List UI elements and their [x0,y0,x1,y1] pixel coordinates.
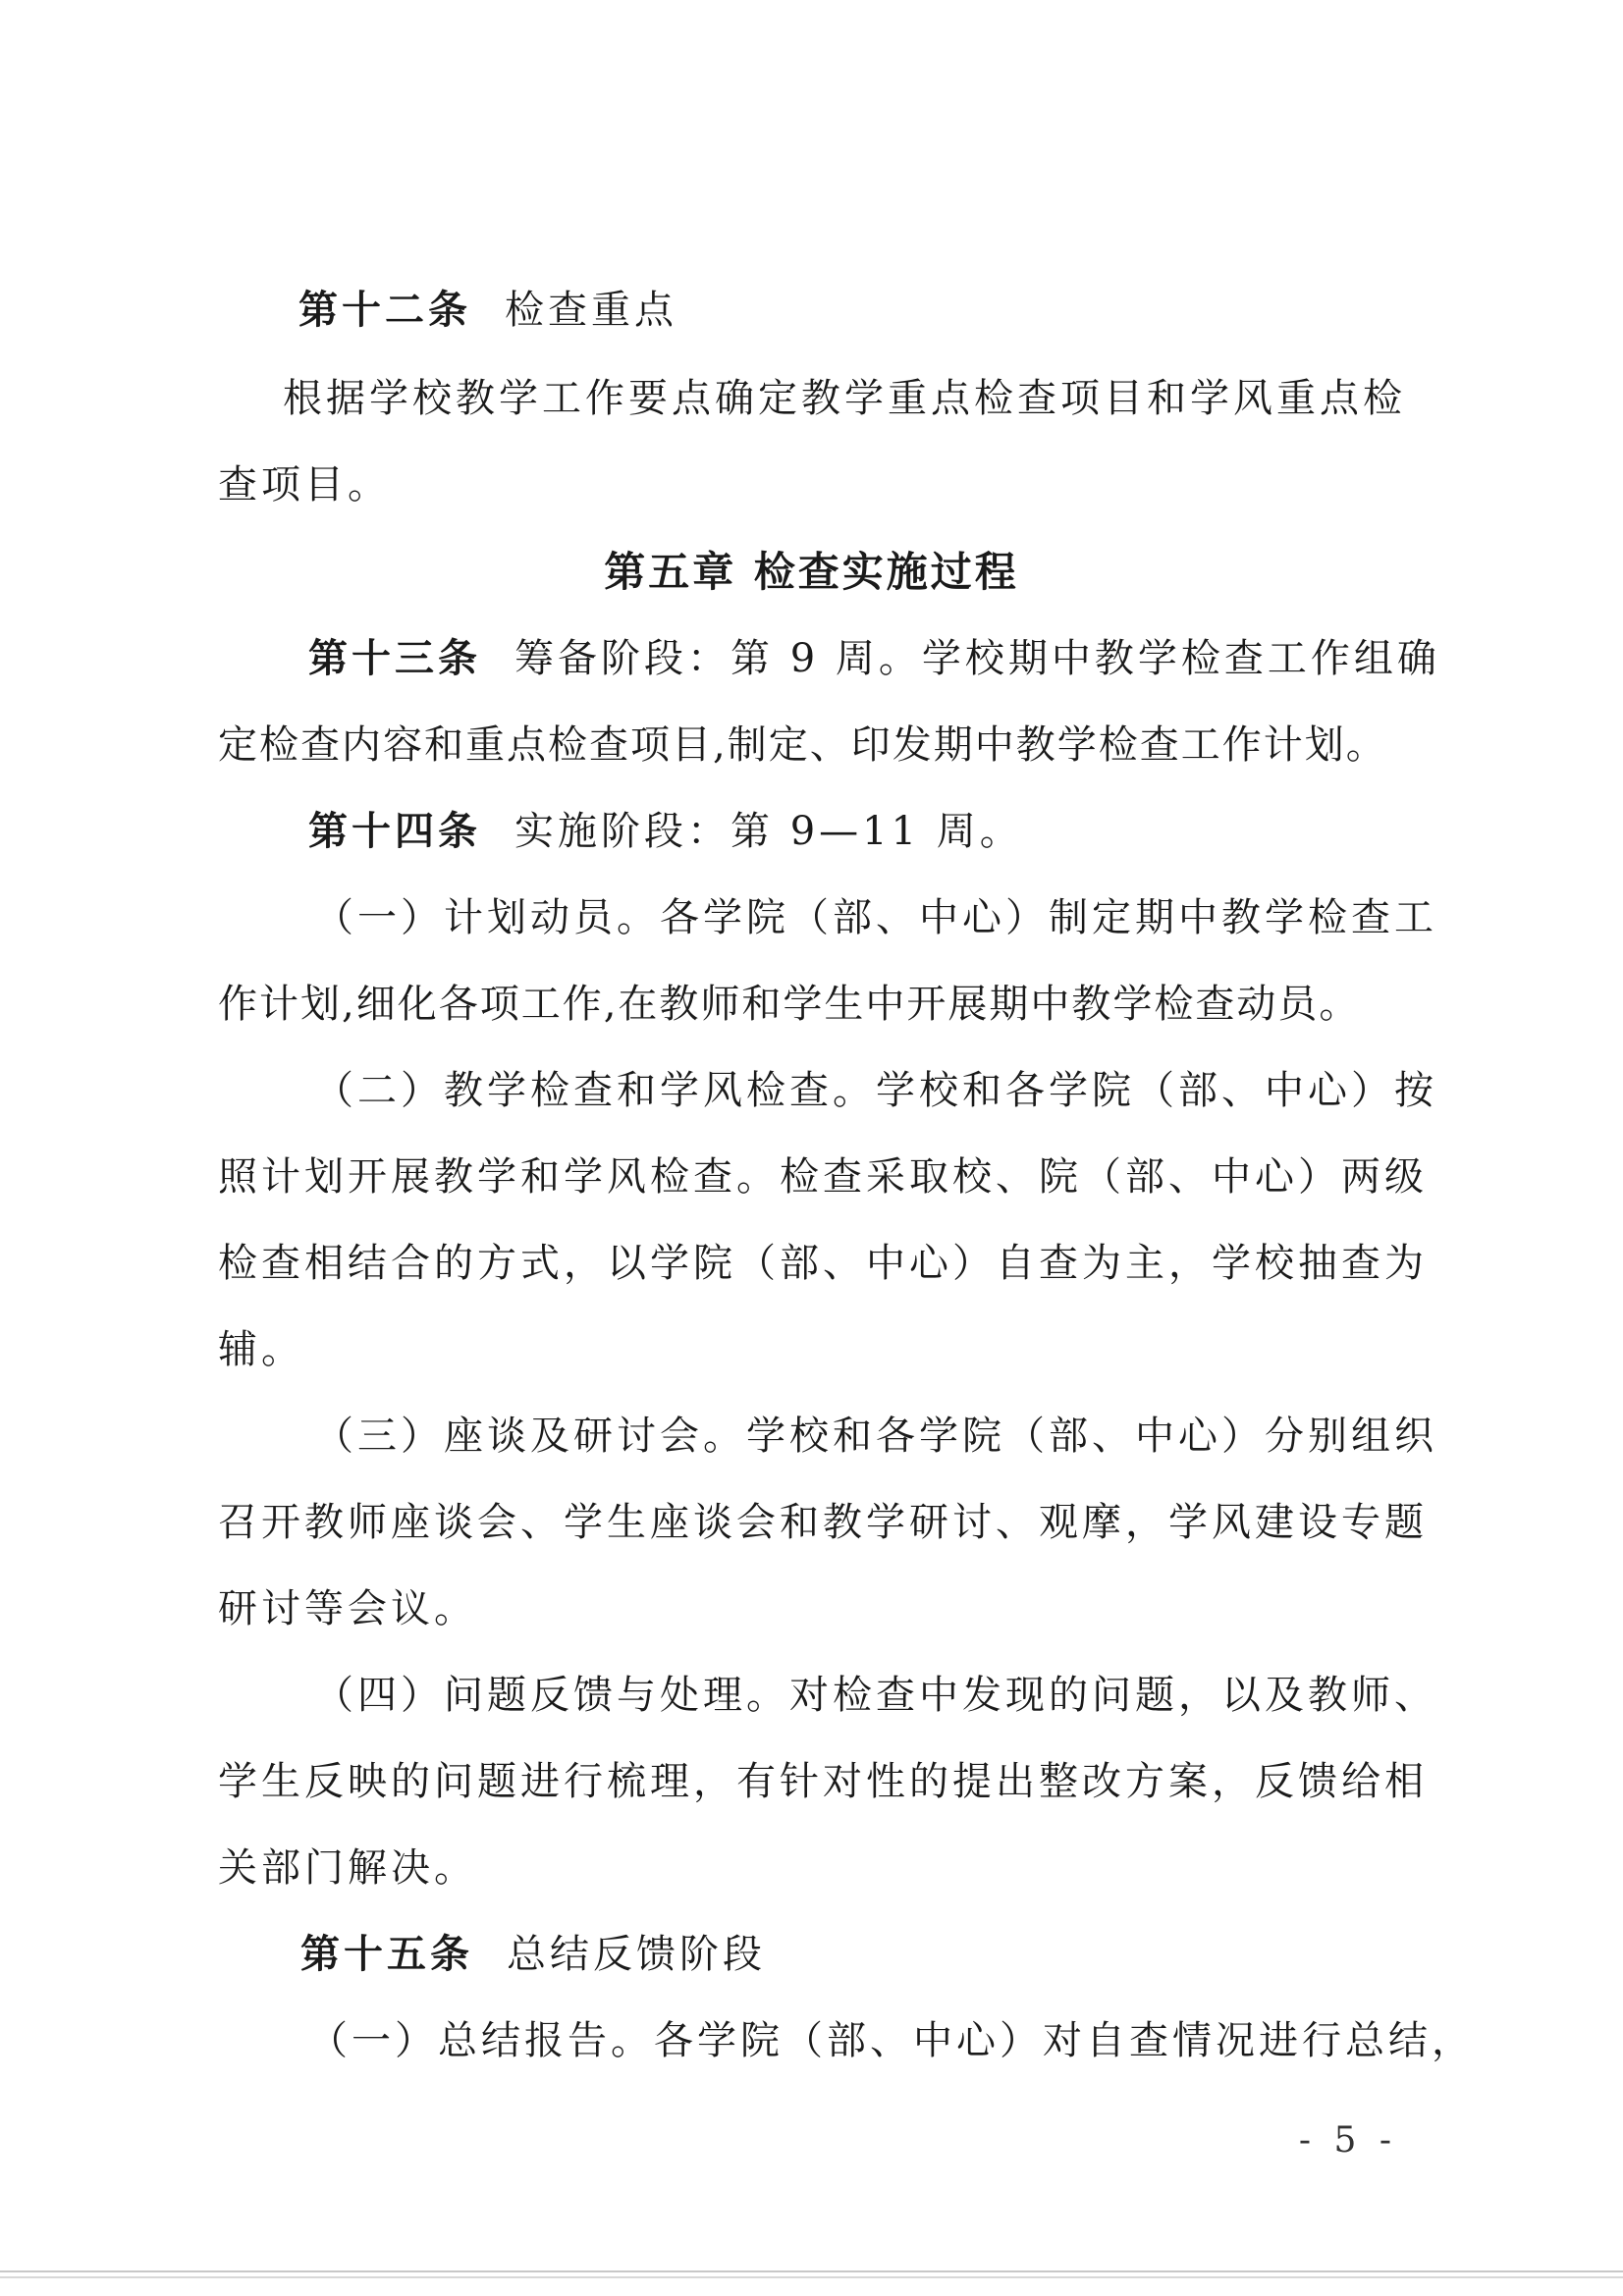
article-13-line-2: 定检查内容和重点检查项目,制定、印发期中教学检查工作计划。 [218,722,1387,768]
article-12-heading [218,283,1496,338]
page-number: - 5 - [1298,2120,1397,2161]
footer-rule [0,2270,1623,2272]
footer-rule [0,2276,1623,2278]
article-14-item-4-line-3: 关部门解决。 [218,1845,477,1891]
article-12-label: 第十二条 [298,287,471,333]
article-14-item-4-line-2: 学生反映的问题进行梳理，有针对性的提出整改方案，反馈给相 [218,1759,1428,1804]
article-12-body-line-1: 根据学校教学工作要点确定教学重点检查项目和学风重点检 [283,376,1406,421]
article-14-item-3-line-2: 召开教师座谈会、学生座谈会和教学研讨、观摩，学风建设专题 [218,1500,1428,1545]
article-13-line-1-text: 筹备阶段：第 9 周。学校期中教学检查工作组确 [514,636,1440,681]
article-14-item-2-line-1: （二）教学检查和学风检查。学校和各学院（部、中心）按 [314,1068,1437,1113]
article-14-title: 实施阶段：第 9—11 周。 [514,809,1023,854]
article-15-item-1-line-1: （一）总结报告。各学院（部、中心）对自查情况进行总结， [308,2018,1475,2063]
article-12-title: 检查重点 [505,288,677,333]
article-15-heading [218,1927,1498,1982]
article-14-item-2-line-2: 照计划开展教学和学风检查。检查采取校、院（部、中心）两级 [218,1154,1428,1200]
article-14-label: 第十四条 [308,808,481,854]
article-14-item-4-line-1: （四）问题反馈与处理。对检查中发现的问题，以及教师、 [314,1673,1437,1718]
article-14-item-1-line-1: （一）计划动员。各学院（部、中心）制定期中教学检查工 [314,895,1437,940]
article-15-title: 总结反馈阶段 [507,1932,766,1977]
chapter-5-title: 第五章 检查实施过程 [604,548,1019,596]
article-14-item-3-line-1: （三）座谈及研讨会。学校和各学院（部、中心）分别组织 [314,1414,1437,1459]
article-14-item-3-line-3: 研讨等会议。 [218,1586,477,1631]
article-14-item-2-line-3: 检查相结合的方式，以学院（部、中心）自查为主，学校抽查为 [218,1241,1428,1286]
article-14-item-1-line-2: 作计划,细化各项工作,在教师和学生中开展期中教学检查动员。 [218,982,1361,1027]
article-14-heading [218,804,1506,859]
article-13-line-1 [218,631,1506,686]
article-12-body-line-2: 查项目。 [218,462,391,507]
article-13-label: 第十三条 [308,635,481,681]
article-14-item-2-line-4: 辅。 [218,1327,304,1372]
article-15-label: 第十五条 [300,1931,473,1977]
